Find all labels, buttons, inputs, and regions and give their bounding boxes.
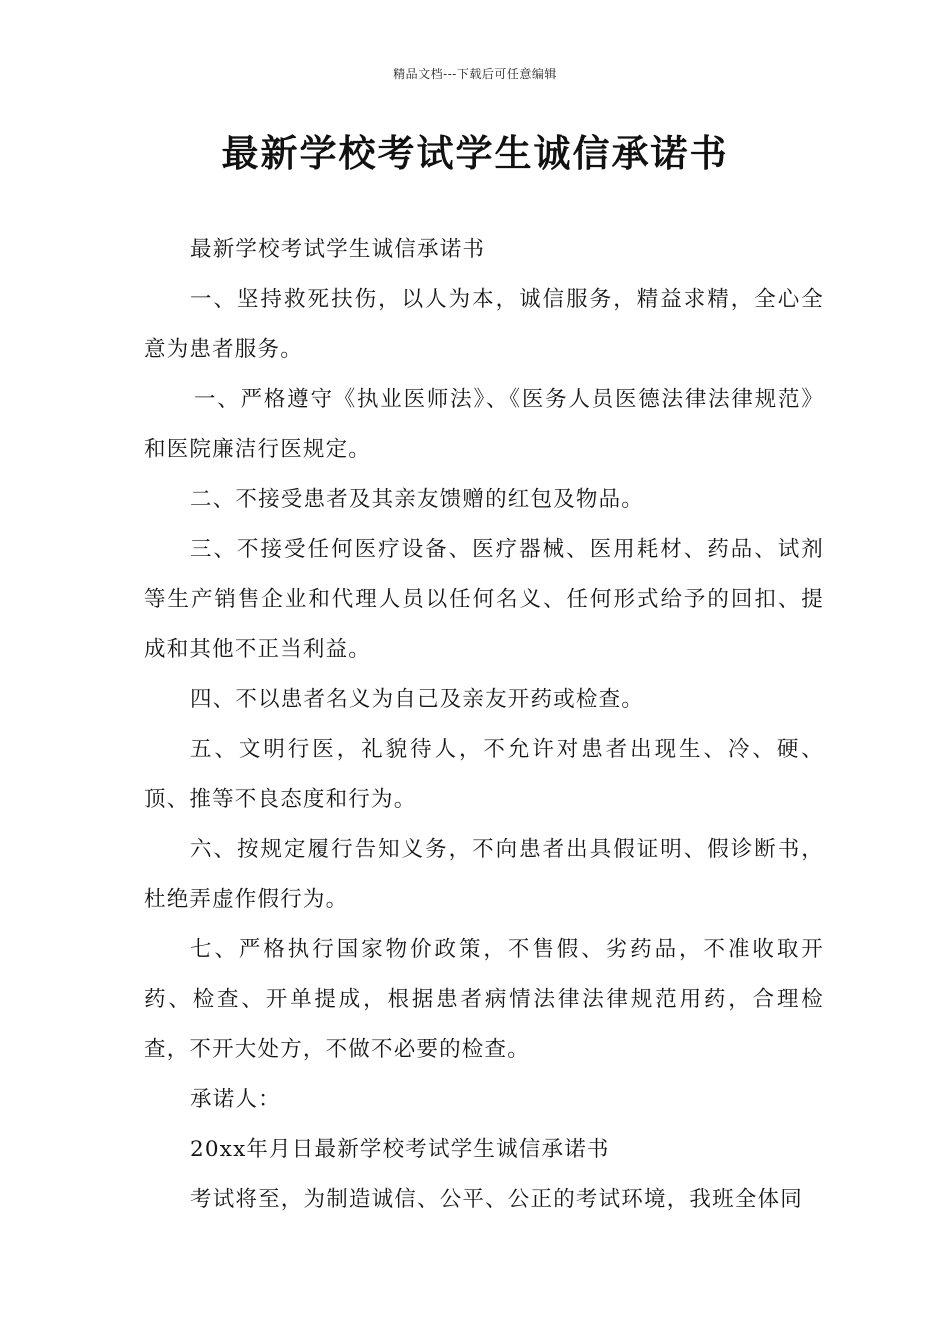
document-title: 最新学校考试学生诚信承诺书 bbox=[221, 131, 729, 175]
paragraph-item-3: 三、不接受任何医疗设备、医疗器械、医用耗材、药品、试剂等生产销售企业和代理人员以任何名义、任何形式给予的回扣、提成和其他不正当利益。 bbox=[144, 537, 824, 662]
paragraph-item-1b: 一、严格遵守《执业医师法》、《医务人员医德法律法律规范》和医院廉洁行医规定。 bbox=[144, 387, 824, 462]
paragraph-item-5: 五、文明行医，礼貌待人，不允许对患者出现生、冷、硬、顶、推等不良态度和行为。 bbox=[144, 737, 824, 812]
paragraph-intro: 考试将至，为制造诚信、公平、公正的考试环境，我班全体同 bbox=[190, 1187, 803, 1212]
paragraph-item-2: 二、不接受患者及其亲友馈赠的红包及物品。 bbox=[190, 487, 645, 512]
paragraph-item-6: 六、按规定履行告知义务，不向患者出具假证明、假诊断书，杜绝弄虚作假行为。 bbox=[144, 837, 824, 912]
paragraph-item-7: 七、严格执行国家物价政策，不售假、劣药品，不准收取开药、检查、开单提成，根据患者病情法律法律规范用药，合理检查，不开大处方，不做不必要的检查。 bbox=[144, 937, 824, 1062]
paragraph-signatory: 承诺人： bbox=[190, 1087, 281, 1112]
paragraph-date-and-title: 20xx年月日最新学校考试学生诚信承诺书 bbox=[190, 1137, 610, 1162]
header-note: 精品文档---下载后可任意编辑 bbox=[393, 67, 557, 81]
paragraph-item-1: 一、坚持救死扶伤，以人为本，诚信服务，精益求精，全心全意为患者服务。 bbox=[144, 287, 824, 362]
paragraph-item-4: 四、不以患者名义为自己及亲友开药或检查。 bbox=[190, 687, 645, 712]
document-body bbox=[144, 225, 824, 1225]
paragraph-subtitle: 最新学校考试学生诚信承诺书 bbox=[190, 237, 486, 262]
